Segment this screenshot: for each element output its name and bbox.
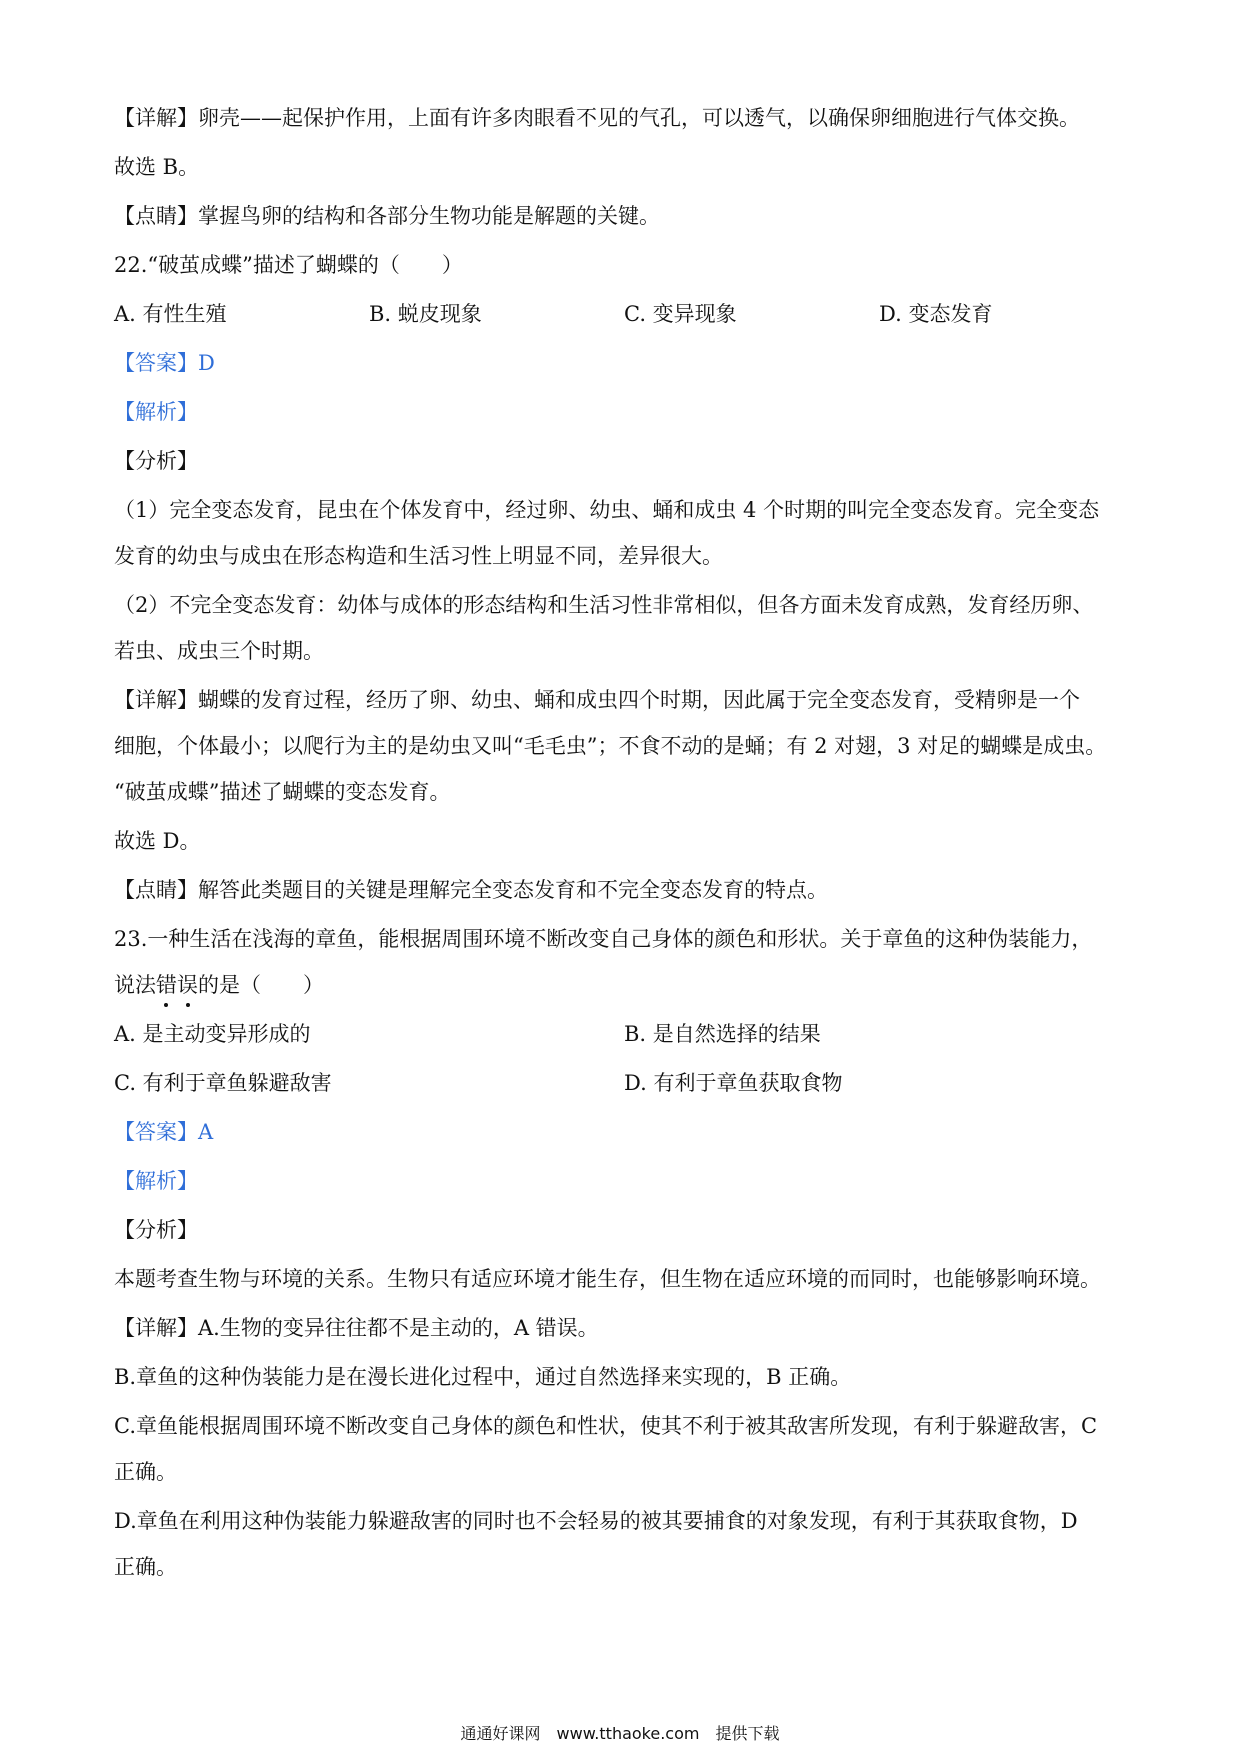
- question-23-stem: 23.一种生活在浅海的章鱼，能根据周围环境不断改变自己身体的颜色和形状。关于章鱼的这种伪装能力，: [114, 927, 1093, 951]
- note-line: 【点睛】解答此类题目的关键是理解完全变态发育和不完全变态发育的特点。: [114, 878, 828, 902]
- paragraph-line: 发育的幼虫与成虫在形态构造和生活习性上明显不同，差异很大。: [114, 544, 723, 568]
- emphasis-dot: [164, 1003, 168, 1007]
- option-c: C. 变异现象: [624, 302, 737, 326]
- detail-line: 【详解】卵壳——起保护作用，上面有许多肉眼看不见的气孔，可以透气，以确保卵细胞进行气体交换。: [114, 106, 1080, 130]
- option-d: D. 变态发育: [879, 302, 993, 326]
- question-22-stem: 22.“破茧成蝶”描述了蝴蝶的（ ）: [114, 253, 463, 277]
- fenxi-label: 【分析】: [114, 1218, 198, 1242]
- option-b: B. 是自然选择的结果: [624, 1022, 821, 1046]
- detail-line: 正确。: [114, 1555, 177, 1579]
- detail-line: C.章鱼能根据周围环境不断改变自己身体的颜色和性状，使其不利于被其敌害所发现，有利于躲避敌害，C: [114, 1414, 1098, 1438]
- detail-line: 【详解】蝴蝶的发育过程，经历了卵、幼虫、蛹和成虫四个时期，因此属于完全变态发育，受精卵是一个: [114, 688, 1080, 712]
- paragraph-line: （2）不完全变态发育：幼体与成体的形态结构和生活习性非常相似，但各方面未发育成熟，发育经历卵、: [114, 593, 1094, 617]
- analysis-label: 【解析】: [114, 400, 198, 424]
- page-content: [114, 104, 1134, 1602]
- detail-line: “破茧成蝶”描述了蝴蝶的变态发育。: [114, 780, 451, 804]
- question-23-stem-line2: [114, 971, 1134, 999]
- analysis-label: 【解析】: [114, 1169, 198, 1193]
- question-23-options-row2: [114, 1069, 1134, 1097]
- paragraph-line: （1）完全变态发育，昆虫在个体发育中，经过卵、幼虫、蛹和成虫 4 个时期的叫完全变态发育。完全变态: [114, 498, 1100, 522]
- question-22-options: [114, 300, 1134, 328]
- paragraph-line: 若虫、成虫三个时期。: [114, 639, 324, 663]
- stem-text: 的是（ ）: [198, 973, 324, 997]
- option-b: B. 蜕皮现象: [369, 302, 482, 326]
- option-d: D. 有利于章鱼获取食物: [624, 1071, 843, 1095]
- option-a: A. 有性生殖: [114, 302, 227, 326]
- note-line: 【点睛】掌握鸟卵的结构和各部分生物功能是解题的关键。: [114, 204, 660, 228]
- stem-text: 说法: [114, 973, 156, 997]
- detail-line: 细胞，个体最小；以爬行为主的是幼虫又叫“毛毛虫”；不食不动的是蛹；有 2 对翅，3 对足的蝴蝶是成虫。: [114, 734, 1107, 758]
- fenxi-label: 【分析】: [114, 449, 198, 473]
- choose-line: 故选 B。: [114, 155, 200, 179]
- emphasis-text: 错误: [156, 973, 198, 997]
- detail-line: D.章鱼在利用这种伪装能力躲避敌害的同时也不会轻易的被其要捕食的对象发现，有利于其获取食物，D: [114, 1509, 1078, 1533]
- answer-label: 【答案】D: [114, 351, 215, 375]
- emphasis-dot: [186, 1003, 190, 1007]
- option-c: C. 有利于章鱼躲避敌害: [114, 1071, 332, 1095]
- option-a: A. 是主动变异形成的: [114, 1022, 311, 1046]
- detail-line: B.章鱼的这种伪装能力是在漫长进化过程中，通过自然选择来实现的，B 正确。: [114, 1365, 852, 1389]
- page-footer: 通通好课网 www.tthaoke.com 提供下载: [460, 1724, 780, 1743]
- emphasis-word: [156, 971, 198, 999]
- choose-line: 故选 D。: [114, 829, 201, 853]
- fenxi-text: 本题考查生物与环境的关系。生物只有适应环境才能生存，但生物在适应环境的而同时，也能够影响环境。: [114, 1267, 1101, 1291]
- detail-line: 【详解】A.生物的变异往往都不是主动的，A 错误。: [114, 1316, 599, 1340]
- question-23-options-row1: [114, 1020, 1134, 1048]
- answer-label: 【答案】A: [114, 1120, 214, 1144]
- detail-line: 正确。: [114, 1460, 177, 1484]
